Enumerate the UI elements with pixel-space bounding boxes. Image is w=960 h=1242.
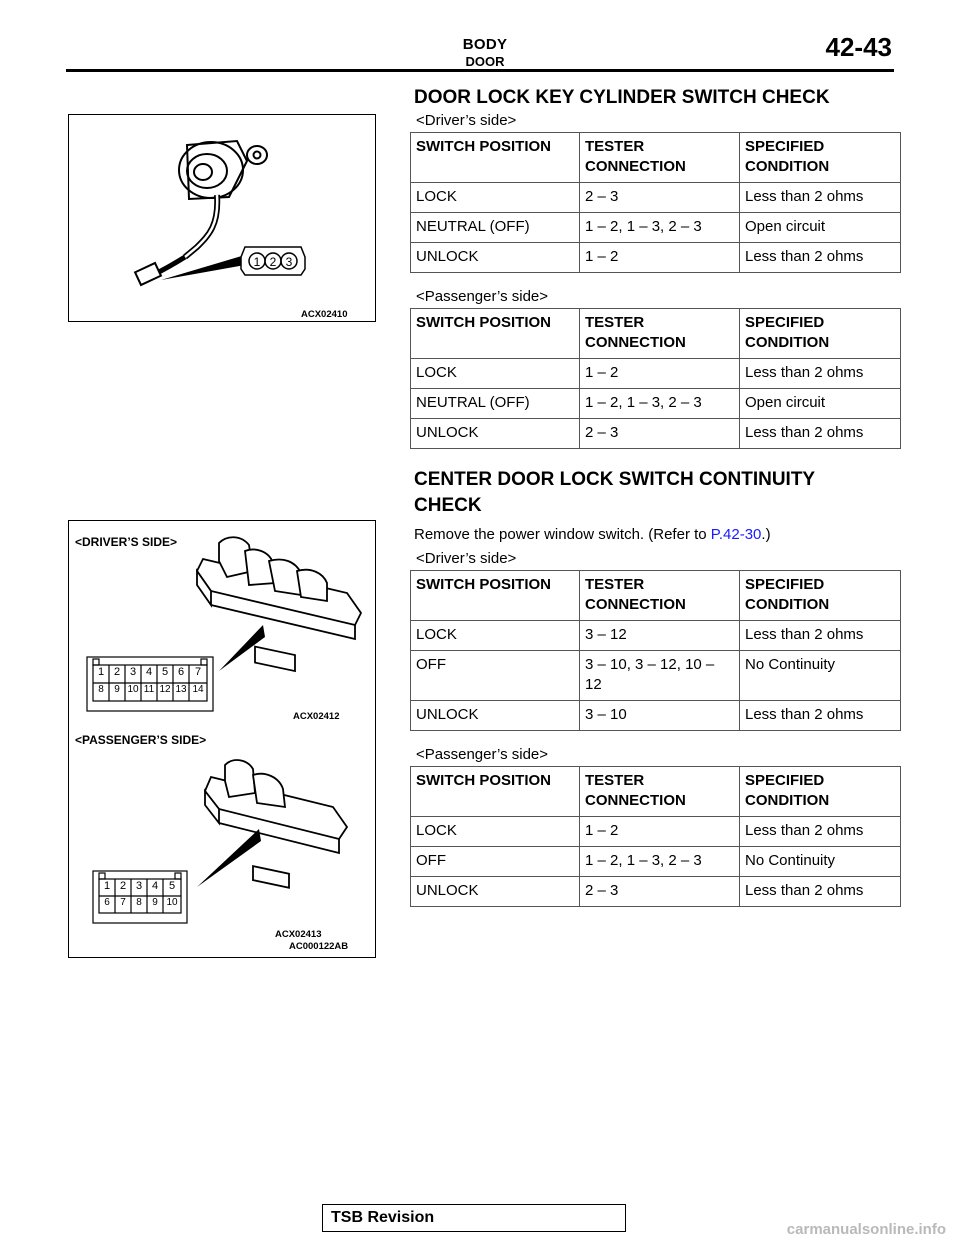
- tsb-revision-box: [322, 1204, 626, 1232]
- cell-specified-condition: Less than 2 ohms: [740, 621, 901, 651]
- header-rule: [66, 69, 894, 72]
- fig1-pin-3: 3: [285, 255, 293, 269]
- driver-pin-2: 2: [113, 666, 121, 678]
- driver-pin-12: 12: [159, 684, 171, 695]
- cell-tester-connection: 2 – 3: [580, 183, 740, 213]
- section1-driver-label: <Driver’s side>: [416, 112, 517, 129]
- cell-specified-condition: Open circuit: [740, 213, 901, 243]
- cell-specified-condition: Less than 2 ohms: [740, 183, 901, 213]
- tsb-revision-label: TSB Revision: [331, 1209, 435, 1226]
- section2-instruction: [414, 526, 771, 543]
- driver-pin-9: 9: [114, 684, 120, 695]
- col-header-tester-connection: TESTER CONNECTION: [580, 133, 740, 183]
- cell-switch-position: LOCK: [411, 359, 580, 389]
- section1-driver-table: [410, 132, 901, 273]
- driver-side-label: <DRIVER’S SIDE>: [75, 535, 178, 549]
- driver-pin-6: 6: [177, 666, 185, 678]
- col-header-switch-position: SWITCH POSITION: [411, 767, 580, 817]
- cell-switch-position: NEUTRAL (OFF): [411, 389, 580, 419]
- page-number: 42-43: [825, 32, 892, 62]
- cell-specified-condition: Less than 2 ohms: [740, 817, 901, 847]
- watermark: carmanualsonline.info: [786, 1221, 946, 1238]
- passenger-figure-id: ACX02413: [275, 929, 322, 940]
- table-row: [411, 877, 901, 907]
- table-row: [411, 621, 901, 651]
- cell-specified-condition: Less than 2 ohms: [740, 877, 901, 907]
- col-header-switch-position: SWITCH POSITION: [411, 571, 580, 621]
- table-row: [411, 183, 901, 213]
- cell-tester-connection: 1 – 2, 1 – 3, 2 – 3: [580, 389, 740, 419]
- cell-switch-position: UNLOCK: [411, 877, 580, 907]
- cell-switch-position: NEUTRAL (OFF): [411, 213, 580, 243]
- driver-pin-13: 13: [175, 684, 187, 695]
- cell-switch-position: OFF: [411, 651, 580, 701]
- col-header-tester-connection: TESTER CONNECTION: [580, 767, 740, 817]
- cell-tester-connection: 1 – 2: [580, 817, 740, 847]
- driver-pin-7: 7: [194, 666, 202, 678]
- driver-pin-10: 10: [127, 684, 139, 695]
- cell-tester-connection: 1 – 2: [580, 359, 740, 389]
- passenger-pin-2: 2: [119, 880, 127, 892]
- cell-tester-connection: 2 – 3: [580, 419, 740, 449]
- section2-driver-table: [410, 570, 901, 731]
- section1-heading: DOOR LOCK KEY CYLINDER SWITCH CHECK: [414, 87, 830, 108]
- col-header-specified-condition: SPECIFIED CONDITION: [740, 309, 901, 359]
- section1-passenger-table: [410, 308, 901, 449]
- passenger-pin-5: 5: [168, 880, 176, 892]
- cell-tester-connection: 3 – 10: [580, 701, 740, 731]
- passenger-pin-3: 3: [135, 880, 143, 892]
- cell-switch-position: UNLOCK: [411, 419, 580, 449]
- cell-tester-connection: 1 – 2, 1 – 3, 2 – 3: [580, 847, 740, 877]
- cell-tester-connection: 1 – 2: [580, 243, 740, 273]
- table-row: [411, 817, 901, 847]
- col-header-specified-condition: SPECIFIED CONDITION: [740, 767, 901, 817]
- col-header-switch-position: SWITCH POSITION: [411, 133, 580, 183]
- passenger-pin-7: 7: [120, 897, 126, 908]
- section2-heading-line2: CHECK: [414, 495, 482, 516]
- table-row: [411, 847, 901, 877]
- driver-pin-8: 8: [98, 684, 104, 695]
- key-cylinder-drawing: [69, 115, 375, 321]
- passenger-connector: [91, 869, 189, 925]
- section2-passenger-table: [410, 766, 901, 907]
- table-row: [411, 419, 901, 449]
- cell-tester-connection: 3 – 10, 3 – 12, 10 – 12: [580, 651, 740, 701]
- section1-passenger-label: <Passenger’s side>: [416, 288, 549, 305]
- cell-switch-position: UNLOCK: [411, 701, 580, 731]
- cell-tester-connection: 3 – 12: [580, 621, 740, 651]
- subsection-title: DOOR: [465, 54, 505, 69]
- section-title: BODY: [462, 36, 508, 53]
- cell-specified-condition: Less than 2 ohms: [740, 701, 901, 731]
- figure-id: ACX02410: [301, 309, 348, 320]
- col-header-tester-connection: TESTER CONNECTION: [580, 309, 740, 359]
- passenger-pin-4: 4: [151, 880, 159, 892]
- table-row: [411, 389, 901, 419]
- passenger-side-label: <PASSENGER’S SIDE>: [75, 733, 207, 747]
- cell-switch-position: LOCK: [411, 817, 580, 847]
- passenger-pin-10: 10: [166, 897, 178, 908]
- cell-tester-connection: 1 – 2, 1 – 3, 2 – 3: [580, 213, 740, 243]
- section2-heading-line1: CENTER DOOR LOCK SWITCH CONTINUITY: [414, 469, 816, 490]
- cell-specified-condition: No Continuity: [740, 651, 901, 701]
- passenger-pin-1: 1: [103, 880, 111, 892]
- driver-pin-3: 3: [129, 666, 137, 678]
- table-row: [411, 359, 901, 389]
- table-row: [411, 701, 901, 731]
- reference-link[interactable]: P.42-30: [710, 526, 762, 543]
- cell-specified-condition: Less than 2 ohms: [740, 243, 901, 273]
- instruction-prefix: Remove the power window switch. (Refer to: [414, 526, 711, 543]
- figure-key-cylinder: [68, 114, 376, 322]
- col-header-tester-connection: TESTER CONNECTION: [580, 571, 740, 621]
- cell-tester-connection: 2 – 3: [580, 877, 740, 907]
- table-row: [411, 213, 901, 243]
- passenger-pin-8: 8: [136, 897, 142, 908]
- passenger-pin-9: 9: [152, 897, 158, 908]
- passenger-pin-6: 6: [104, 897, 110, 908]
- fig1-pin-1: 1: [253, 255, 261, 269]
- cell-specified-condition: Less than 2 ohms: [740, 419, 901, 449]
- driver-pin-11: 11: [143, 684, 155, 695]
- figure-center-lock-switch: [68, 520, 376, 958]
- cell-switch-position: LOCK: [411, 183, 580, 213]
- section2-passenger-label: <Passenger’s side>: [416, 746, 549, 763]
- cell-switch-position: UNLOCK: [411, 243, 580, 273]
- instruction-suffix: .): [761, 526, 771, 543]
- col-header-switch-position: SWITCH POSITION: [411, 309, 580, 359]
- cell-specified-condition: Open circuit: [740, 389, 901, 419]
- col-header-specified-condition: SPECIFIED CONDITION: [740, 571, 901, 621]
- table-row: [411, 651, 901, 701]
- table-row: [411, 243, 901, 273]
- page-figure-id: AC000122AB: [289, 941, 349, 952]
- col-header-specified-condition: SPECIFIED CONDITION: [740, 133, 901, 183]
- driver-pin-14: 14: [192, 684, 204, 695]
- cell-specified-condition: No Continuity: [740, 847, 901, 877]
- cell-switch-position: OFF: [411, 847, 580, 877]
- cell-specified-condition: Less than 2 ohms: [740, 359, 901, 389]
- section2-driver-label: <Driver’s side>: [416, 550, 517, 567]
- driver-pin-5: 5: [161, 666, 169, 678]
- driver-pin-1: 1: [97, 666, 105, 678]
- driver-pin-4: 4: [145, 666, 153, 678]
- driver-figure-id: ACX02412: [293, 711, 340, 722]
- cell-switch-position: LOCK: [411, 621, 580, 651]
- driver-connector: [85, 655, 215, 713]
- fig1-pin-2: 2: [269, 255, 277, 269]
